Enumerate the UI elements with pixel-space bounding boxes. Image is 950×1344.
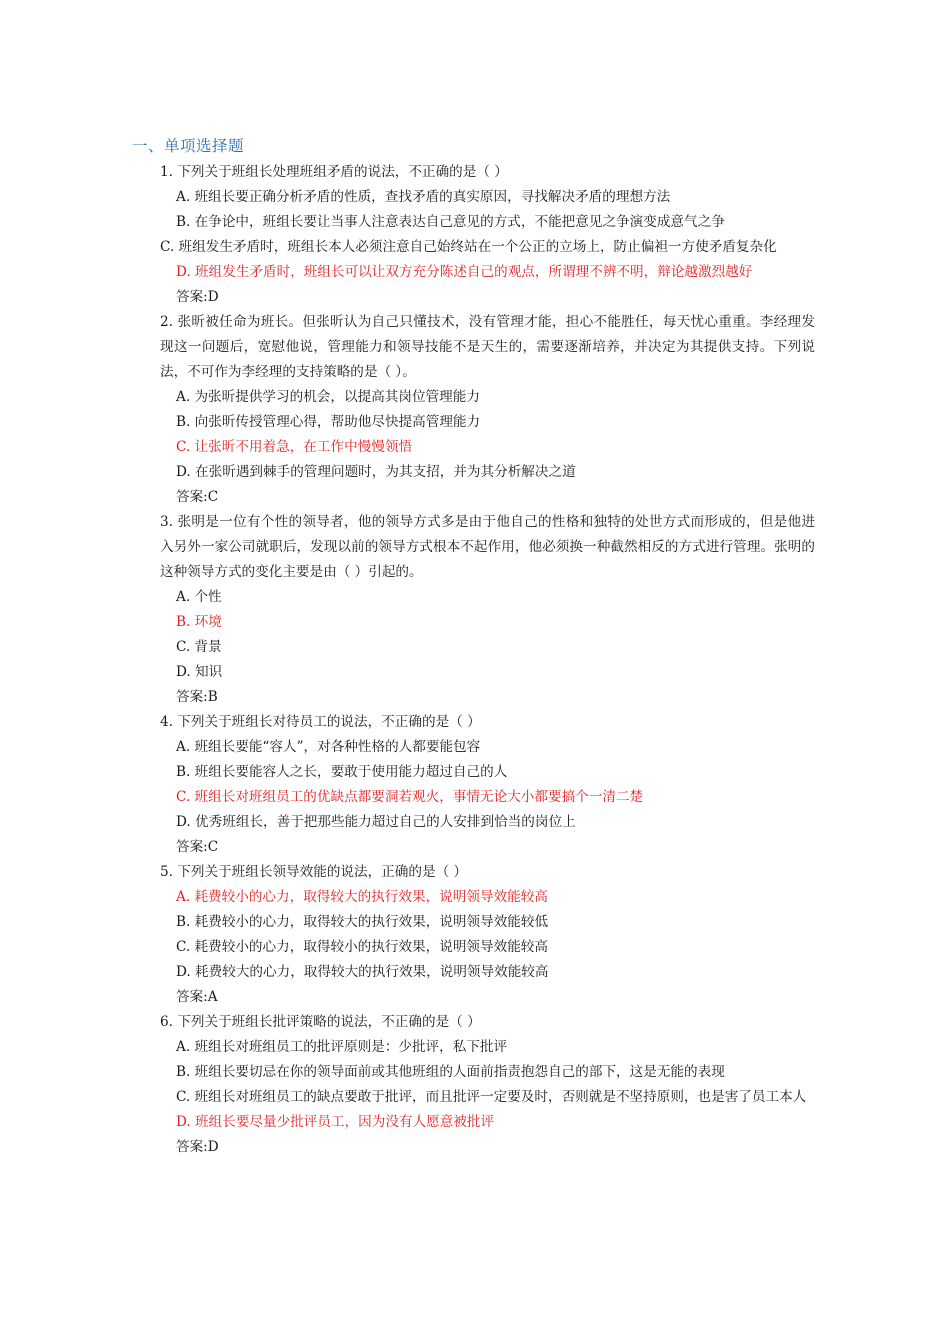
answer: 答案:A (176, 989, 218, 1005)
option-b: B. 耗费较小的心力，取得较大的执行效果，说明领导效能较低 (176, 914, 549, 930)
option-a: A. 个性 (176, 589, 222, 605)
option-d-correct: D. 班组发生矛盾时，班组长可以让双方充分陈述自己的观点，所谓理不辨不明，辩论越激烈越好 (176, 264, 753, 280)
question-6 (160, 1010, 815, 1160)
answer: 答案:D (176, 289, 219, 305)
option-c-correct: C. 班组长对班组员工的优缺点都要洞若观火，事情无论大小都要搞个一清二楚 (176, 789, 644, 805)
answer: 答案:D (176, 1139, 219, 1155)
question-stem: 3. 张明是一位有个性的领导者，他的领导方式多是由于他自己的性格和独特的处世方式而形成的，但是他进入另外一家公司就职后，发现以前的领导方式根本不起作用，他必须换一种截然相反的方式进行管理。张明的这种领导方式的变化主要是由（ ）引起的。 (160, 514, 815, 580)
question-stem: 6. 下列关于班组长批评策略的说法，不正确的是（ ） (160, 1014, 481, 1030)
option-d: D. 耗费较大的心力，取得较大的执行效果，说明领导效能较高 (176, 964, 549, 980)
question-3 (160, 510, 815, 710)
option-a: A. 班组长要能“容人”，对各种性格的人都要能包容 (176, 739, 481, 755)
option-c: C. 班组发生矛盾时，班组长本人必须注意自己始终站在一个公正的立场上，防止偏袒一方使矛盾复杂化 (160, 239, 777, 255)
option-b-correct: B. 环境 (176, 614, 222, 630)
option-c-correct: C. 让张昕不用着急，在工作中慢慢领悟 (176, 439, 413, 455)
answer: 答案:C (176, 489, 219, 505)
option-c: C. 班组长对班组员工的缺点要敢于批评，而且批评一定要及时，否则就是不坚持原则，也是害了员工本人 (176, 1089, 807, 1105)
option-a: A. 为张昕提供学习的机会，以提高其岗位管理能力 (176, 389, 480, 405)
question-2 (160, 310, 815, 510)
option-b: B. 班组长要能容人之长，要敢于使用能力超过自己的人 (176, 764, 508, 780)
option-c: C. 背景 (176, 639, 222, 655)
option-c: C. 耗费较小的心力，取得较小的执行效果，说明领导效能较高 (176, 939, 548, 955)
answer: 答案:B (176, 689, 218, 705)
question-stem: 2. 张昕被任命为班长。但张昕认为自己只懂技术，没有管理才能，担心不能胜任，每天忧心重重。李经理发现这一问题后，宽慰他说，管理能力和领导技能不是天生的，需要逐渐培养，并决定为其提供支持。下列说法，不可作为李经理的支持策略的是（ ）。 (160, 314, 815, 380)
option-a: A. 班组长对班组员工的批评原则是：少批评，私下批评 (176, 1039, 508, 1055)
option-d-correct: D. 班组长要尽量少批评员工，因为没有人愿意被批评 (176, 1114, 495, 1130)
option-b: B. 班组长要切忌在你的领导面前或其他班组的人面前指责抱怨自己的部下，这是无能的表现 (176, 1064, 725, 1080)
option-d: D. 优秀班组长，善于把那些能力超过自己的人安排到恰当的岗位上 (176, 814, 576, 830)
question-stem: 4. 下列关于班组长对待员工的说法，不正确的是（ ） (160, 714, 481, 730)
option-a-correct: A. 耗费较小的心力，取得较大的执行效果，说明领导效能较高 (176, 889, 548, 905)
answer: 答案:C (176, 839, 219, 855)
question-4 (160, 710, 815, 860)
question-1 (160, 160, 815, 310)
option-d: D. 在张昕遇到棘手的管理问题时，为其支招，并为其分析解决之道 (176, 464, 576, 480)
section-title: 一、单项选择题 (132, 137, 245, 155)
option-b: B. 在争论中，班组长要让当事人注意表达自己意见的方式，不能把意见之争演变成意气之争 (176, 214, 725, 230)
option-a: A. 班组长要正确分析矛盾的性质，查找矛盾的真实原因，寻找解决矛盾的理想方法 (176, 189, 671, 205)
option-b: B. 向张昕传授管理心得，帮助他尽快提高管理能力 (176, 414, 481, 430)
question-stem: 5. 下列关于班组长领导效能的说法，正确的是（ ） (160, 864, 468, 880)
question-5 (160, 860, 815, 1010)
option-d: D. 知识 (176, 664, 223, 680)
question-list (160, 160, 815, 1160)
question-stem: 1. 下列关于班组长处理班组矛盾的说法，不正确的是（ ） (160, 164, 508, 180)
